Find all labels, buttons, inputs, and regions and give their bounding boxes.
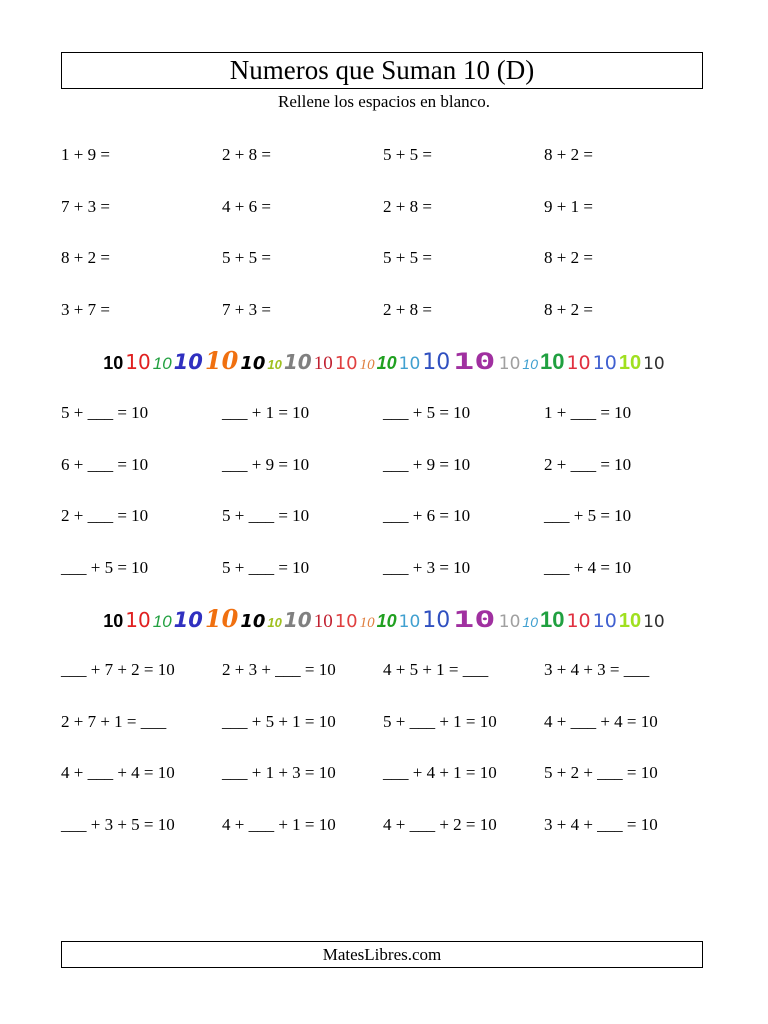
problem-row bbox=[61, 490, 707, 542]
title-text: Numeros que Suman 10 (D) bbox=[229, 55, 535, 85]
math-problem: 4 + ___ + 1 = 10 bbox=[222, 814, 336, 834]
math-problem: 8 + 2 = bbox=[544, 248, 593, 268]
math-problem: 2 + 8 = bbox=[383, 196, 432, 216]
math-problem: 5 + ___ = 10 bbox=[222, 506, 310, 526]
math-problem: ___ + 4 + 1 = 10 bbox=[383, 763, 497, 783]
math-problem: 8 + 2 = bbox=[544, 144, 593, 164]
decorative-ten: 10 bbox=[152, 354, 172, 373]
problem-row bbox=[61, 644, 707, 696]
math-problem: 2 + 8 = bbox=[222, 144, 271, 164]
decorative-ten: 10 bbox=[204, 604, 239, 633]
decorative-ten: 10 bbox=[398, 354, 421, 374]
decorative-ten: 10 bbox=[125, 608, 151, 632]
math-problem: ___ + 5 + 1 = 10 bbox=[222, 711, 336, 731]
decorative-ten: 10 bbox=[566, 610, 591, 632]
decorative-ten: 10 bbox=[204, 346, 239, 375]
decorative-ten: 10 bbox=[498, 354, 521, 374]
decorative-ten: 10 bbox=[334, 611, 358, 632]
decorative-ten: 10 bbox=[539, 349, 565, 374]
math-problem: ___ + 3 + 5 = 10 bbox=[61, 814, 175, 834]
decorative-ten: 10 bbox=[173, 608, 203, 632]
math-problem: 5 + ___ = 10 bbox=[61, 402, 149, 422]
decorative-ten: 10 bbox=[283, 350, 312, 374]
problem-row bbox=[61, 747, 707, 799]
math-problem: ___ + 5 = 10 bbox=[383, 402, 471, 422]
math-problem: 1 + ___ = 10 bbox=[544, 402, 632, 422]
decorative-ten: 10 bbox=[618, 352, 642, 374]
math-problem: 5 + 5 = bbox=[383, 248, 432, 268]
decorative-ten: 10 bbox=[103, 353, 124, 373]
math-problem: 5 + ___ + 1 = 10 bbox=[383, 711, 497, 731]
math-problem: 5 + 5 = bbox=[383, 144, 432, 164]
math-problem: 3 + 4 + ___ = 10 bbox=[544, 814, 658, 834]
math-problem: 8 + 2 = bbox=[61, 248, 110, 268]
math-problem: 3 + 7 = bbox=[61, 299, 110, 319]
math-problem: ___ + 9 = 10 bbox=[222, 454, 310, 474]
math-problem: 8 + 2 = bbox=[544, 299, 593, 319]
problem-row bbox=[61, 696, 707, 748]
math-problem: 5 + 2 + ___ = 10 bbox=[544, 763, 658, 783]
math-problem: ___ + 3 = 10 bbox=[383, 557, 471, 577]
math-problem: ___ + 5 = 10 bbox=[544, 506, 632, 526]
section-2-grid bbox=[61, 387, 707, 594]
decorative-ten: 10 bbox=[398, 612, 421, 632]
math-problem: ___ + 5 = 10 bbox=[61, 557, 149, 577]
decorative-tens-row-2 bbox=[0, 604, 768, 634]
decorative-ten: 10 bbox=[103, 611, 124, 631]
decorative-ten: 10 bbox=[498, 612, 521, 632]
math-problem: 7 + 3 = bbox=[61, 196, 110, 216]
decorative-ten: 10 bbox=[422, 608, 451, 633]
decorative-ten: 10 bbox=[422, 350, 451, 375]
problem-row bbox=[61, 439, 707, 491]
section-3-grid bbox=[61, 644, 707, 851]
math-problem: 7 + 3 = bbox=[222, 299, 271, 319]
math-problem: 1 + 9 = bbox=[61, 144, 110, 164]
problem-row bbox=[61, 181, 707, 233]
decorative-ten: 10 bbox=[592, 352, 617, 374]
math-problem: ___ + 1 = 10 bbox=[222, 402, 310, 422]
worksheet-title bbox=[61, 52, 703, 89]
math-problem: 4 + 6 = bbox=[222, 196, 271, 216]
math-problem: 5 + ___ = 10 bbox=[222, 557, 310, 577]
decorative-ten: 10 bbox=[643, 354, 665, 374]
decorative-ten: 10 bbox=[522, 614, 538, 630]
problem-row bbox=[61, 542, 707, 594]
math-problem: 2 + 8 = bbox=[383, 299, 432, 319]
math-problem: ___ + 7 + 2 = 10 bbox=[61, 659, 175, 679]
decorative-tens-row-1 bbox=[0, 346, 768, 376]
math-problem: 4 + ___ + 4 = 10 bbox=[61, 763, 175, 783]
math-problem: ___ + 9 = 10 bbox=[383, 454, 471, 474]
decorative-ten: 10 bbox=[152, 612, 172, 631]
math-problem: 9 + 1 = bbox=[544, 196, 593, 216]
math-problem: 2 + ___ = 10 bbox=[61, 506, 149, 526]
decorative-ten: 10 bbox=[267, 357, 282, 372]
decorative-ten: 10 bbox=[173, 350, 203, 374]
math-problem: 6 + ___ = 10 bbox=[61, 454, 149, 474]
math-problem: 4 + ___ + 2 = 10 bbox=[383, 814, 497, 834]
footer bbox=[61, 941, 703, 968]
footer-text: MatesLibres.com bbox=[322, 944, 442, 964]
math-problem: 5 + 5 = bbox=[222, 248, 271, 268]
math-problem: 2 + 3 + ___ = 10 bbox=[222, 659, 336, 679]
math-problem: 3 + 4 + 3 = ___ bbox=[544, 659, 650, 679]
decorative-ten: 10 bbox=[618, 610, 642, 632]
decorative-ten: 10 bbox=[313, 611, 333, 632]
decorative-ten: 10 bbox=[376, 353, 397, 373]
decorative-ten: 10 bbox=[313, 353, 333, 374]
decorative-ten: 10 bbox=[566, 352, 591, 374]
decorative-ten: 10 bbox=[359, 615, 375, 631]
math-problem: ___ + 6 = 10 bbox=[383, 506, 471, 526]
math-problem: 4 + ___ + 4 = 10 bbox=[544, 711, 658, 731]
decorative-ten: 10 bbox=[522, 356, 538, 372]
decorative-ten: 10 bbox=[240, 353, 266, 374]
decorative-ten: 10 bbox=[125, 350, 151, 374]
math-problem: 2 + 7 + 1 = ___ bbox=[61, 711, 167, 731]
math-problem: 4 + 5 + 1 = ___ bbox=[383, 659, 489, 679]
decorative-ten: 10 bbox=[267, 615, 282, 630]
instructions: Rellene los espacios en blanco. bbox=[278, 92, 490, 111]
problem-row bbox=[61, 129, 707, 181]
decorative-ten: 10 bbox=[453, 350, 496, 375]
decorative-ten: 10 bbox=[240, 611, 266, 632]
decorative-ten: 10 bbox=[643, 612, 665, 632]
decorative-ten: 10 bbox=[376, 611, 397, 631]
decorative-ten: 10 bbox=[592, 610, 617, 632]
decorative-ten: 10 bbox=[359, 357, 375, 373]
problem-row bbox=[61, 232, 707, 284]
decorative-ten: 10 bbox=[539, 607, 565, 632]
math-problem: ___ + 1 + 3 = 10 bbox=[222, 763, 336, 783]
problem-row bbox=[61, 799, 707, 851]
decorative-ten: 10 bbox=[453, 608, 496, 633]
section-1-grid bbox=[61, 129, 707, 336]
decorative-ten: 10 bbox=[283, 608, 312, 632]
math-problem: ___ + 4 = 10 bbox=[544, 557, 632, 577]
decorative-ten: 10 bbox=[334, 353, 358, 374]
math-problem: 2 + ___ = 10 bbox=[544, 454, 632, 474]
problem-row bbox=[61, 387, 707, 439]
problem-row bbox=[61, 284, 707, 336]
